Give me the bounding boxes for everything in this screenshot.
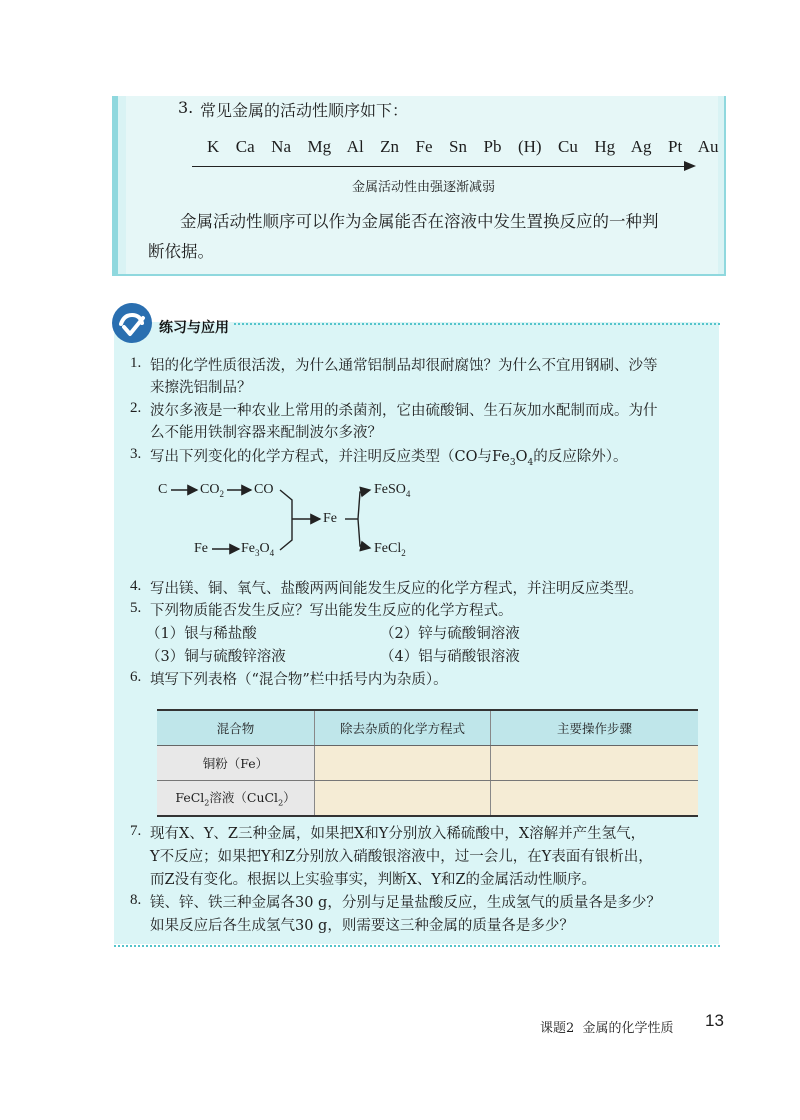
table-row (157, 746, 698, 781)
q3-line1: 写出下列变化的化学方程式，并注明反应类型（CO与$Fe_3O_4$的反应除外）。 (150, 449, 628, 468)
q2-line2: 么不能用铁制容器来配制波尔多液？ (150, 425, 382, 441)
paragraph-line-1: 金属活动性顺序可以作为金属能否在溶液中发生置换反应的一种判 (180, 212, 659, 231)
q6-line1: 填写下列表格（“混合物”栏中括号内为杂质）。 (150, 672, 448, 688)
activity-series-title: 常见金属的活动性顺序如下： (200, 101, 409, 120)
chem-fecl2: FeCl$_2$ (374, 541, 406, 558)
q7-number: 7. (130, 823, 142, 839)
chem-fe-center: Fe (323, 511, 337, 526)
q4-number: 4. (130, 578, 142, 594)
table-row-label: FeCl$_2$溶液（CuCl$_2$） (157, 781, 315, 817)
page-number: 13 (705, 1011, 724, 1030)
arrow-caption: 金属活动性由强逐渐减弱 (352, 180, 496, 195)
item-number: 3. (178, 98, 194, 117)
q6-number: 6. (130, 669, 142, 685)
q7-line3: 而Z没有变化。根据以上实验事实，判断X、Y和Z的金属活动性顺序。 (150, 872, 597, 888)
chem-fe-left: Fe (194, 541, 208, 556)
q1-number: 1. (130, 355, 142, 371)
mixture-table (157, 709, 698, 817)
equation-cell[interactable] (315, 746, 491, 781)
table-header: 除去杂质的化学方程式 (315, 710, 491, 746)
chem-co: CO (254, 482, 274, 497)
table-header: 混合物 (157, 710, 315, 746)
dotted-divider-bottom (114, 945, 720, 947)
q8-line1: 镁、锌、铁三种金属各30 g，分别与足量盐酸反应，生成氢气的质量各是多少？ (150, 895, 661, 911)
q5-number: 5. (130, 600, 142, 616)
chem-co2: $CO_2$ (200, 482, 224, 499)
q3-number: 3. (130, 446, 142, 462)
q5-option-3: （3）铜与硫酸锌溶液 (146, 649, 286, 665)
q8-line2: 如果反应后各生成氢气30 g，则需要这三种金属的质量各是多少？ (150, 918, 574, 934)
steps-cell[interactable] (491, 781, 699, 817)
q5-option-1: （1）银与稀盐酸 (146, 626, 257, 642)
q4-line1: 写出镁、铜、氧气、盐酸两两间能发生反应的化学方程式，并注明反应类型。 (150, 581, 643, 597)
activity-series: K Ca Na Mg Al Zn Fe Sn Pb (H) Cu Hg Ag Pt Au (207, 137, 719, 156)
q7-line1: 现有X、Y、Z三种金属，如果把X和Y分别放入稀硫酸中，X溶解并产生氢气， (150, 826, 646, 842)
equation-cell[interactable] (315, 781, 491, 817)
arrow-head-icon (684, 161, 696, 171)
q5-option-4: （4）铝与硝酸银溶液 (380, 649, 520, 665)
chem-feso4: FeSO$_4$ (374, 482, 411, 499)
q1-line2: 来擦洗铝制品？ (150, 380, 252, 396)
exercise-badge-icon (112, 303, 152, 343)
dotted-divider-top (234, 323, 720, 325)
reaction-arrows (150, 470, 410, 570)
q8-number: 8. (130, 892, 142, 908)
steps-cell[interactable] (491, 746, 699, 781)
paragraph-line-2: 断依据。 (148, 242, 214, 261)
chem-c: C (158, 482, 168, 497)
table-row-label: 铜粉（Fe） (157, 746, 315, 781)
q2-line1: 波尔多液是一种农业上常用的杀菌剂，它由硫酸铜、生石灰加水配制而成。为什 (150, 403, 658, 419)
q2-number: 2. (130, 400, 142, 416)
q7-line2: Y不反应；如果把Y和Z分别放入硝酸银溶液中，过一会儿，在Y表面有银析出， (150, 849, 653, 865)
table-header: 主要操作步骤 (491, 710, 699, 746)
footer-section: 课题2 金属的化学性质 (540, 1021, 674, 1036)
arrow-line (192, 166, 688, 167)
chem-fe3o4: $Fe_3O_4$ (241, 541, 275, 558)
q5-line1: 下列物质能否发生反应？写出能发生反应的化学方程式。 (150, 603, 513, 619)
q1-line1: 铝的化学性质很活泼，为什么通常铝制品却很耐腐蚀？为什么不宜用钢刷、沙等 (150, 358, 658, 374)
table-row (157, 781, 698, 817)
table-header-row (157, 710, 698, 746)
exercises-title: 练习与应用 (159, 320, 229, 336)
q5-option-2: （2）锌与硫酸铜溶液 (380, 626, 520, 642)
